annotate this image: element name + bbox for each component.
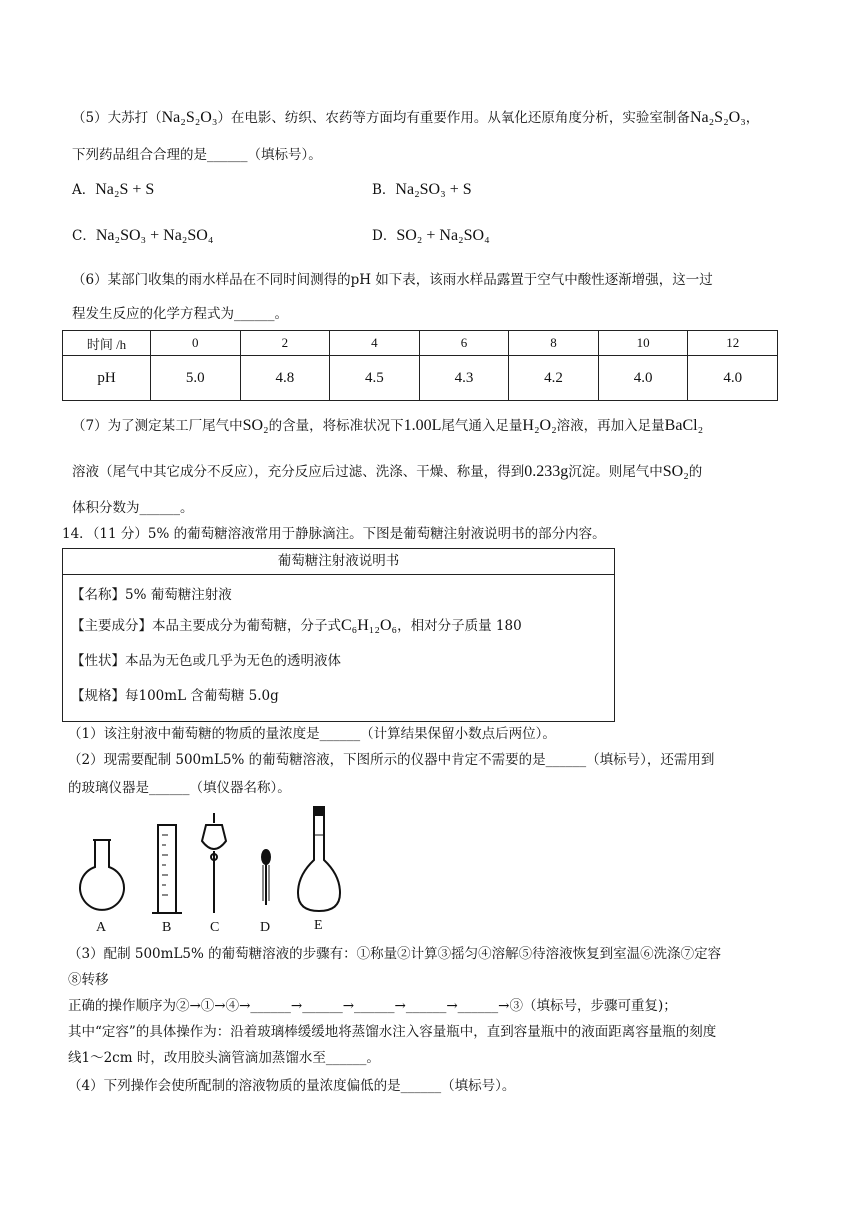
ph-table <box>62 330 778 401</box>
q14-p2b: 的玻璃仪器是______（填仪器名称）。 <box>68 780 291 796</box>
instruction-box <box>62 548 615 722</box>
label-a: A <box>96 920 107 935</box>
box-title: 葡萄糖注射液说明书 <box>63 549 614 575</box>
option-d: D．SO₂ + Na₂SO₄ <box>372 227 490 244</box>
q6-line2: 程发生反应的化学方程式为______。 <box>72 306 288 322</box>
label-c: C <box>210 920 220 935</box>
label-b: B <box>162 920 172 935</box>
q6-line1: （6）某部门收集的雨水样品在不同时间测得的pH 如下表，该雨水样品露置于空气中酸性逐渐增强，这一过 <box>72 272 713 288</box>
q14-p1: （1）该注射液中葡萄糖的物质的量浓度是______（计算结果保留小数点后两位）。 <box>68 726 556 742</box>
box-name: 【名称】5% 葡萄糖注射液 <box>71 587 232 603</box>
option-c: C．Na₂SO₃ + Na₂SO₄ <box>72 227 214 244</box>
separatory-funnel-icon <box>202 813 226 913</box>
formula-na2s2o3-2: Na₂S₂O₃ <box>689 109 746 126</box>
formula-na2s2o3: Na₂S₂O₃ <box>161 109 218 126</box>
box-composition: 【主要成分】本品主要成分为葡萄糖，分子式C₆H₁₂O₆，相对分子质量 180 <box>71 617 522 634</box>
volumetric-flask-icon <box>298 807 340 911</box>
q14-p2a: （2）现需要配制 500mL5% 的葡萄糖溶液，下图所示的仪器中肯定不需要的是______（填标号），还需用到 <box>68 752 715 768</box>
q14-p4: （4）下列操作会使所配制的溶液物质的量浓度偏低的是______（填标号）。 <box>68 1078 516 1094</box>
q5-line1: （5）大苏打（Na₂S₂O₃）在电影、纺织、农药等方面均有重要作用。从氧化还原角度分析，实验室制备Na₂S₂O₃， <box>72 109 760 126</box>
q14-p3c: 正确的操作顺序为②→①→④→______→______→______→______→______→③（填标号，步骤可重复)； <box>68 998 677 1014</box>
apparatus-figure <box>70 805 350 935</box>
box-spec: 【规格】每100mL 含葡萄糖 5.0g <box>71 688 279 704</box>
box-property: 【性状】本品为无色或几乎为无色的透明液体 <box>71 653 341 669</box>
q7-line1: （7）为了测定某工厂尾气中SO₂的含量，将标准状况下1.00L尾气通入足量H₂O₂溶液，再加入足量BaCl₂ <box>72 417 704 434</box>
q14-p3a: （3）配制 500mL5% 的葡萄糖溶液的步骤有：①称量②计算③摇匀④溶解⑤待溶液恢复到室温⑥洗涤⑦定容 <box>68 946 722 962</box>
label-e: E <box>314 918 323 933</box>
q14-p3b: ⑧转移 <box>68 972 109 988</box>
q5-line2: 下列药品组合合理的是______（填标号）。 <box>72 147 322 163</box>
table-row: pH 5.0 4.8 4.5 4.3 4.2 4.0 4.0 <box>63 356 778 401</box>
q14-p3e: 线1～2cm 时，改用胶头滴管滴加蒸馏水至______。 <box>68 1050 380 1066</box>
round-bottom-flask-icon <box>80 840 124 910</box>
q14-intro: 14．（11 分）5% 的葡萄糖溶液常用于静脉滴注。下图是葡萄糖注射液说明书的部分内容。 <box>62 526 606 542</box>
dropper-icon <box>262 850 270 905</box>
q7-line2: 溶液（尾气中其它成分不反应），充分反应后过滤、洗涤、干燥、称量，得到0.233g沉淀。则尾气中SO₂的 <box>72 463 703 480</box>
option-a: A．Na₂S + S <box>72 181 155 198</box>
graduated-cylinder-icon <box>152 825 182 913</box>
label-d: D <box>260 920 271 935</box>
table-header-row: 时间 /h 0 2 4 6 8 10 12 <box>63 331 778 356</box>
option-b: B．Na₂SO₃ + S <box>372 181 472 198</box>
q14-p3d: 其中“定容”的具体操作为：沿着玻璃棒缓缓地将蒸馏水注入容量瓶中，直到容量瓶中的液面距离容量瓶的刻度 <box>68 1024 717 1040</box>
q7-line3: 体积分数为______。 <box>72 500 194 516</box>
